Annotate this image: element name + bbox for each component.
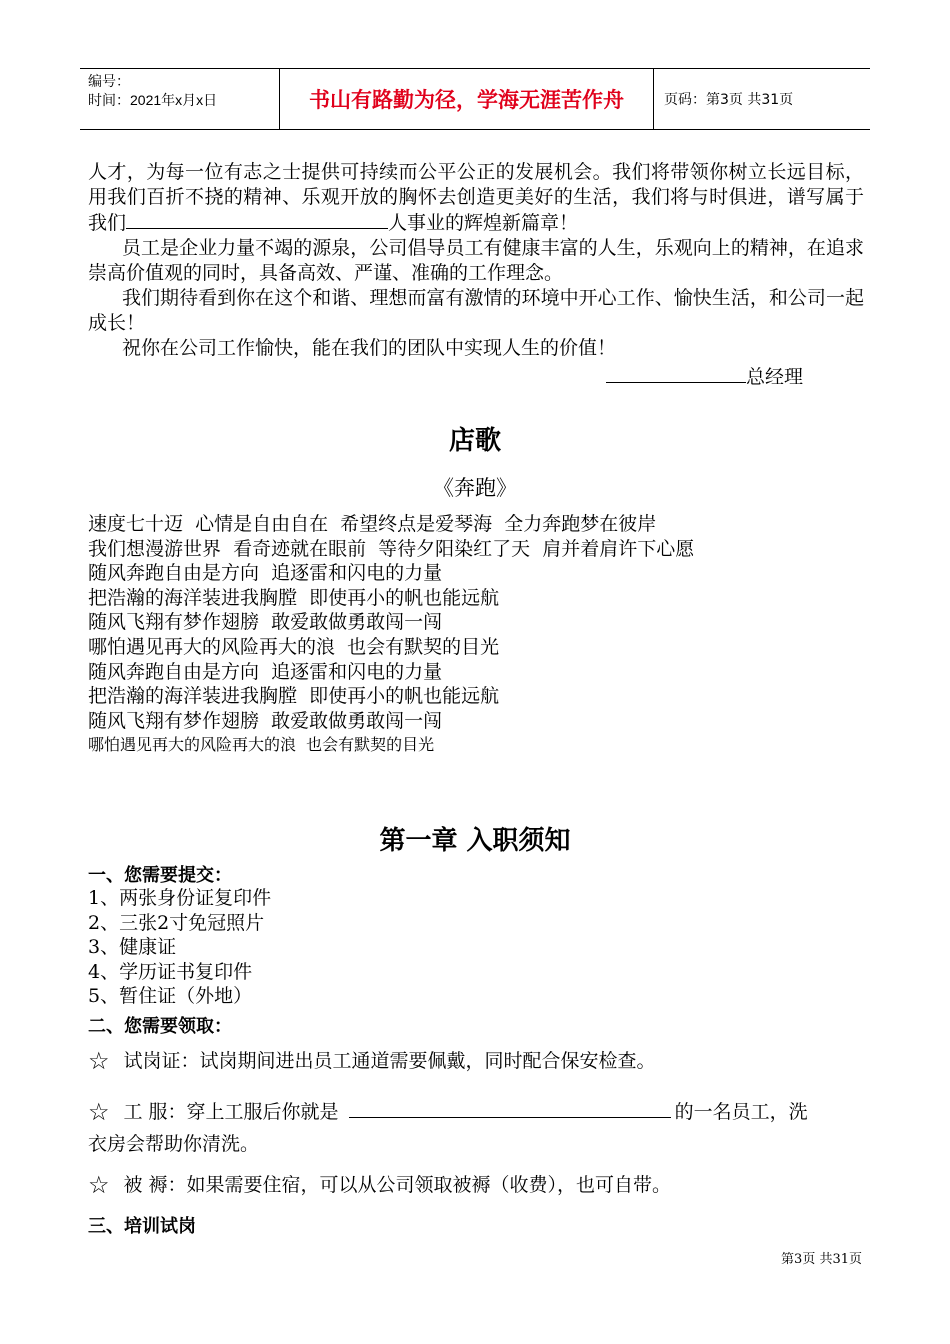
lyric-line: 我们想漫游世界 看奇迹就在眼前 等待夕阳染红了天 肩并着肩许下心愿 <box>88 537 695 560</box>
lyric-line: 随风奔跑自由是方向 追逐雷和闪电的力量 <box>88 660 443 683</box>
receive-item: ☆ 被 褥：如果需要住宿，可以从公司领取被褥（收费），也可自带。 <box>88 1171 672 1199</box>
letter-paragraph: 人才，为每一位有志之士提供可持续而公平公正的发展机会。我们将带领你树立长远目标，用我们百折不挠的精神、乐观开放的胸怀去创造更美好的生活，我们将与时俱进，谱写属于我们 人事业的辉煌新篇章！ <box>88 161 864 234</box>
chapter-title: 第一章 入职须知 <box>379 826 571 856</box>
star-icon: ☆ <box>88 1171 110 1199</box>
lyrics <box>88 512 694 758</box>
letter-body <box>88 160 864 361</box>
section-heading: 二、您需要领取： <box>88 1016 232 1037</box>
signature-line <box>606 364 746 383</box>
list-item: 4、学历证书复印件 <box>88 960 253 983</box>
star-icon: ☆ <box>88 1098 110 1126</box>
letter-paragraph: 祝你在公司工作愉快，能在我们的团队中实现人生的价值！ <box>122 337 617 359</box>
letter-paragraph: 我们期待看到你在这个和谐、理想而富有激情的环境中开心工作、愉快生活，和公司一起成长！ <box>88 287 864 334</box>
lyric-line: 随风奔跑自由是方向 追逐雷和闪电的力量 <box>88 562 443 585</box>
lyric-line: 把浩瀚的海洋装进我胸膛 即使再小的帆也能远航 <box>88 685 500 708</box>
lyric-line: 哪怕遇见再大的风险再大的浪 也会有默契的目光 <box>88 635 500 658</box>
submit-list <box>88 886 271 1009</box>
star-icon: ☆ <box>88 1047 110 1075</box>
header-info <box>80 69 280 129</box>
motto: 书山有路勤为径，学海无涯苦作舟 <box>280 69 654 129</box>
letter-paragraph: 员工是企业力量不竭的源泉，公司倡导员工有健康丰富的人生，乐观向上的精神，在追求崇高价值观的同时，具备高效、严谨、准确的工作理念。 <box>88 237 864 284</box>
signature: 总经理 <box>606 362 803 389</box>
lyric-line: 随风飞翔有梦作翅膀 敢爱敢做勇敢闯一闯 <box>88 611 443 634</box>
song-title: 《奔跑》 <box>433 476 517 500</box>
header-table <box>80 68 870 130</box>
list-item: 2、三张2寸免冠照片 <box>88 911 265 934</box>
page-footer: 第3页 共31页 <box>781 1252 862 1267</box>
section-heading: 三、培训试岗 <box>88 1216 196 1237</box>
list-item: 3、健康证 <box>88 936 177 959</box>
section-heading: 一、您需要提交： <box>88 865 232 886</box>
number-label: 编号： <box>88 73 130 89</box>
lyric-line: 速度七十迈 心情是自由自在 希望终点是爱琴海 全力奔跑梦在彼岸 <box>88 513 657 535</box>
page-label: 页码：第3页 共31页 <box>664 92 794 108</box>
list-item: 5、暂住证（外地） <box>88 985 253 1008</box>
blank-underline <box>126 210 388 229</box>
lyric-line: 随风飞翔有梦作翅膀 敢爱敢做勇敢闯一闯 <box>88 709 443 732</box>
list-item: 1、两张身份证复印件 <box>88 887 272 909</box>
blank-underline <box>349 1099 671 1118</box>
lyric-line: 把浩瀚的海洋装进我胸膛 即使再小的帆也能远航 <box>88 586 500 609</box>
song-heading: 店歌 <box>448 426 501 456</box>
receive-item: ☆ 试岗证：试岗期间进出员工通道需要佩戴，同时配合保安检查。 <box>88 1047 656 1075</box>
receive-item: ☆ 工 服：穿上工服后你就是 的一名员工，洗 衣房会帮助你清洗。 <box>88 1098 808 1155</box>
time-label: 时间：2021年x月x日 <box>88 92 218 108</box>
lyric-line: 哪怕遇见再大的风险再大的浪 也会有默契的目光 <box>88 735 435 755</box>
